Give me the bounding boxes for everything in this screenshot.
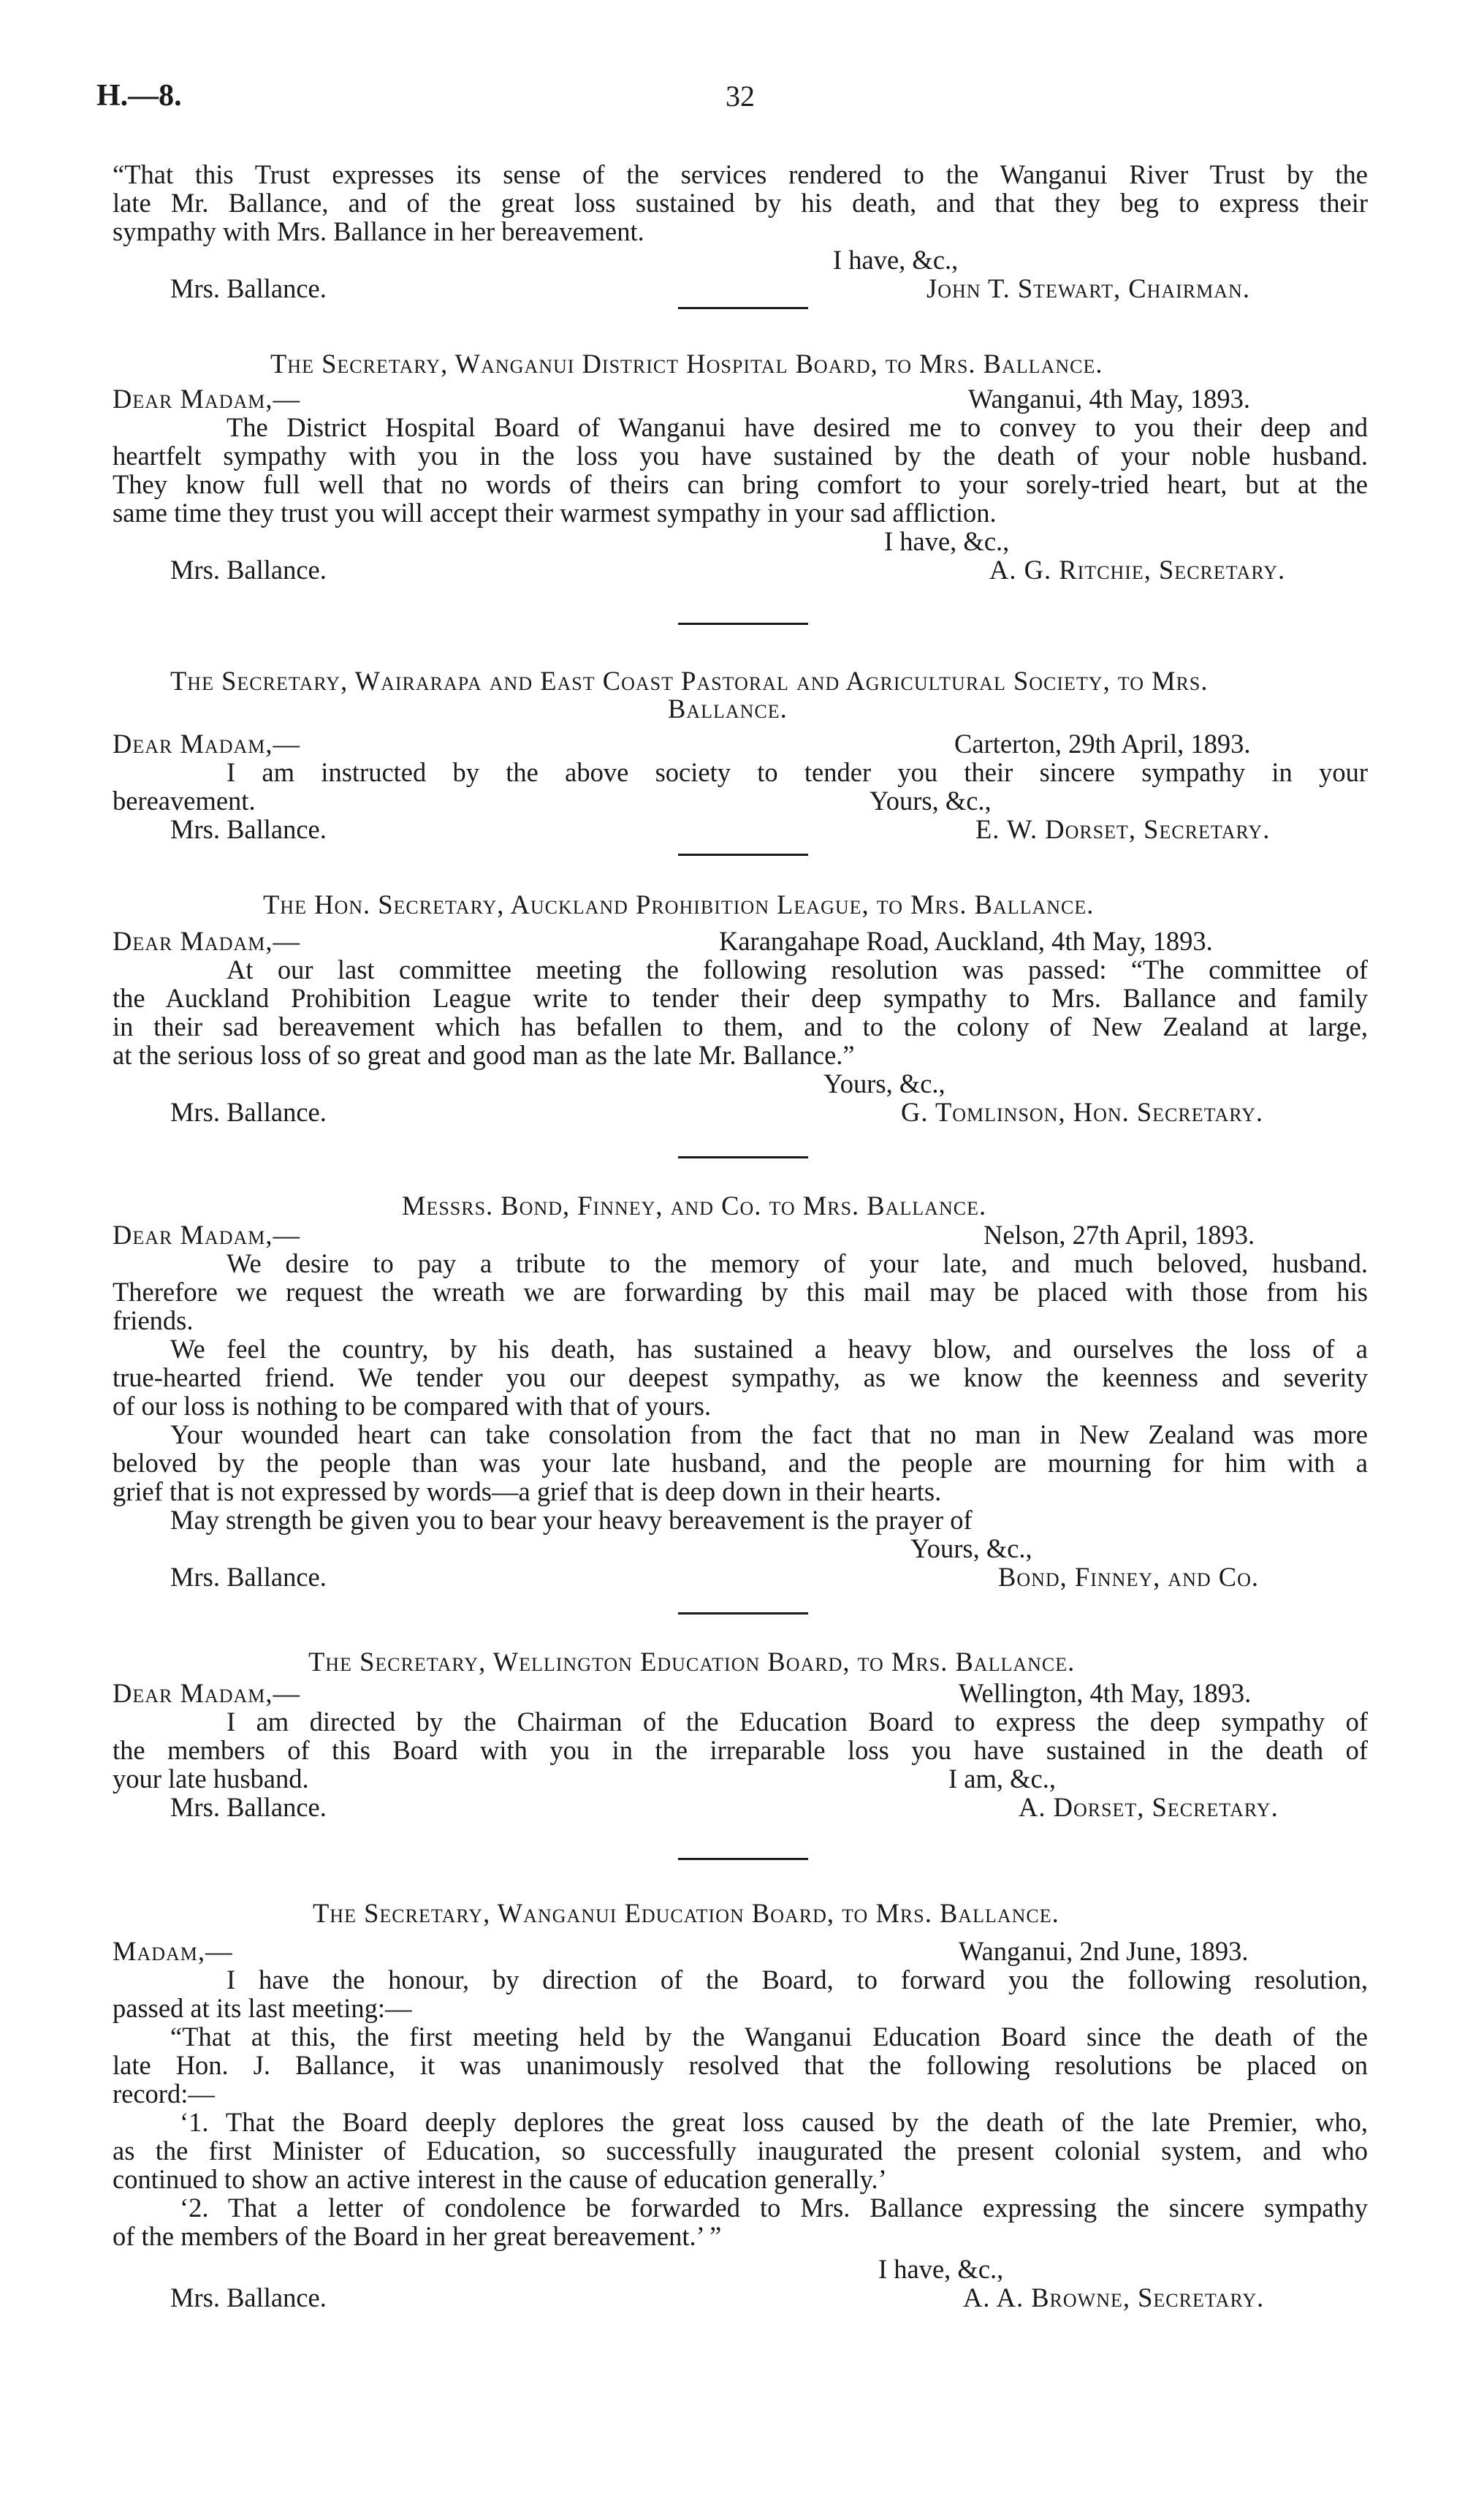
salutation: Madam,— xyxy=(113,1936,233,1966)
signature: A. Dorset, Secretary. xyxy=(1019,1792,1279,1822)
body-line: Your wounded heart can take consolation from the fact that no man in New Zealand was more xyxy=(170,1419,1368,1449)
body-line: We desire to pay a tribute to the memory of your late, and much beloved, husband. xyxy=(227,1248,1368,1278)
salutation: Dear Madam,— xyxy=(113,1220,301,1250)
body-line: the members of this Board with you in the irreparable loss you have sustained in the death of xyxy=(113,1735,1368,1765)
addressee: Mrs. Ballance. xyxy=(170,1562,327,1592)
body-line: continued to show an active interest in the cause of education generally.’ xyxy=(113,2164,887,2194)
body-line: May strength be given you to bear your heavy bereavement is the prayer of xyxy=(170,1505,973,1535)
section-divider xyxy=(678,623,808,625)
letter-heading: Messrs. Bond, Finney, and Co. to Mrs. Ballance. xyxy=(402,1191,987,1221)
closing: I have, &c., xyxy=(884,526,1010,556)
closing: Yours, &c., xyxy=(823,1069,945,1098)
body-line: of our loss is nothing to be compared with that of yours. xyxy=(113,1391,712,1421)
addressee: Mrs. Ballance. xyxy=(170,1097,327,1127)
closing: Yours, &c., xyxy=(910,1533,1032,1563)
place-date: Wanganui, 4th May, 1893. xyxy=(968,384,1250,414)
body-line: The District Hospital Board of Wanganui have desired me to convey to you their deep and xyxy=(227,412,1368,442)
closing: I have, &c., xyxy=(833,245,959,275)
body-line: the Auckland Prohibition League write to tender their deep sympathy to Mrs. Ballance and family xyxy=(113,983,1368,1013)
body-line: I am directed by the Chairman of the Education Board to express the deep sympathy of xyxy=(227,1707,1368,1737)
body-line: at the serious loss of so great and good man as the late Mr. Ballance.” xyxy=(113,1040,855,1070)
body-line: same time they trust you will accept their warmest sympathy in your sad affliction. xyxy=(113,498,997,528)
section-divider xyxy=(678,307,808,309)
body-line: ‘2. That a letter of condolence be forwarded to Mrs. Ballance expressing the sincere sympathy xyxy=(180,2193,1368,2223)
addressee: Mrs. Ballance. xyxy=(170,2283,327,2312)
letter-heading: The Secretary, Wairarapa and East Coast Pastoral and Agricultural Society, to Mrs. xyxy=(170,666,1209,696)
body-line: heartfelt sympathy with you in the loss you have sustained by the death of your noble husband. xyxy=(113,441,1368,471)
addressee: Mrs. Ballance. xyxy=(170,1792,327,1822)
signature: John T. Stewart, Chairman. xyxy=(926,273,1250,303)
page-number: 32 xyxy=(726,80,755,113)
body-line: grief that is not expressed by words—a grief that is deep down in their hearts. xyxy=(113,1476,942,1506)
letter-heading: The Secretary, Wanganui District Hospital Board, to Mrs. Ballance. xyxy=(270,349,1103,379)
letter-heading: The Secretary, Wellington Education Board, to Mrs. Ballance. xyxy=(308,1647,1076,1677)
letter-heading: The Hon. Secretary, Auckland Prohibition League, to Mrs. Ballance. xyxy=(263,889,1095,919)
place-date: Nelson, 27th April, 1893. xyxy=(983,1220,1255,1250)
place-date: Wanganui, 2nd June, 1893. xyxy=(959,1936,1249,1966)
closing: I am, &c., xyxy=(948,1764,1056,1794)
place-date: Karangahape Road, Auckland, 4th May, 1893. xyxy=(719,926,1213,956)
place-date: Wellington, 4th May, 1893. xyxy=(959,1678,1252,1708)
body-line: passed at its last meeting:— xyxy=(113,1993,412,2023)
body-line: Therefore we request the wreath we are forwarding by this mail may be placed with those from his xyxy=(113,1277,1368,1307)
body-line: as the first Minister of Education, so successfully inaugurated the present colonial system, and who xyxy=(113,2136,1368,2166)
addressee: Mrs. Ballance. xyxy=(170,273,327,303)
body-line: late Hon. J. Ballance, it was unanimously resolved that the following resolutions be placed on xyxy=(113,2050,1368,2080)
section-divider xyxy=(678,1612,808,1614)
body-line: We feel the country, by his death, has sustained a heavy blow, and ourselves the loss of a xyxy=(170,1334,1368,1364)
section-divider xyxy=(678,1858,808,1860)
body-line: friends. xyxy=(113,1305,194,1335)
body-line: I have the honour, by direction of the Board, to forward you the following resolution, xyxy=(227,1965,1368,1995)
signature: A. G. Ritchie, Secretary. xyxy=(989,555,1286,585)
closing: I have, &c., xyxy=(878,2254,1004,2284)
body-line: record:— xyxy=(113,2079,215,2109)
body-line: of the members of the Board in her great bereavement.’ ” xyxy=(113,2221,722,2251)
salutation: Dear Madam,— xyxy=(113,729,301,759)
body-line: At our last committee meeting the following resolution was passed: “The committee of xyxy=(227,955,1368,984)
body-line: “That at this, the first meeting held by the Wanganui Education Board since the death of the xyxy=(170,2022,1368,2052)
body-line: ‘1. That the Board deeply deplores the great loss caused by the death of the late Premier, who, xyxy=(180,2107,1368,2137)
closing: Yours, &c., xyxy=(870,786,992,816)
body-line: your late husband. xyxy=(113,1764,309,1794)
letter-heading-cont: Ballance. xyxy=(668,694,788,724)
body-line: They know full well that no words of theirs can bring comfort to your sorely-tried heart, but at the xyxy=(113,469,1368,499)
body-line: sympathy with Mrs. Ballance in her bereavement. xyxy=(113,216,644,246)
body-line: bereavement. xyxy=(113,786,256,816)
body-line: “That this Trust expresses its sense of the services rendered to the Wanganui River Trust by the xyxy=(113,159,1368,189)
section-divider xyxy=(678,854,808,856)
body-line: true-hearted friend. We tender you our deepest sympathy, as we know the keenness and severity xyxy=(113,1362,1368,1392)
body-line: late Mr. Ballance, and of the great loss sustained by his death, and that they beg to express their xyxy=(113,188,1368,218)
body-line: I am instructed by the above society to tender you their sincere sympathy in your xyxy=(227,757,1368,787)
salutation: Dear Madam,— xyxy=(113,384,301,414)
signature: A. A. Browne, Secretary. xyxy=(963,2283,1265,2312)
letter-heading: The Secretary, Wanganui Education Board, to Mrs. Ballance. xyxy=(313,1898,1059,1928)
signature: Bond, Finney, and Co. xyxy=(998,1562,1260,1592)
signature: E. W. Dorset, Secretary. xyxy=(975,814,1271,844)
salutation: Dear Madam,— xyxy=(113,1678,301,1708)
place-date: Carterton, 29th April, 1893. xyxy=(954,729,1251,759)
salutation: Dear Madam,— xyxy=(113,926,301,956)
addressee: Mrs. Ballance. xyxy=(170,814,327,844)
body-line: beloved by the people than was your late husband, and the people are mourning for him with a xyxy=(113,1448,1368,1478)
signature: G. Tomlinson, Hon. Secretary. xyxy=(901,1097,1264,1127)
report-code: H.—8. xyxy=(96,79,182,113)
addressee: Mrs. Ballance. xyxy=(170,555,327,585)
body-line: in their sad bereavement which has befallen to them, and to the colony of New Zealand at large, xyxy=(113,1012,1368,1041)
section-divider xyxy=(678,1156,808,1158)
